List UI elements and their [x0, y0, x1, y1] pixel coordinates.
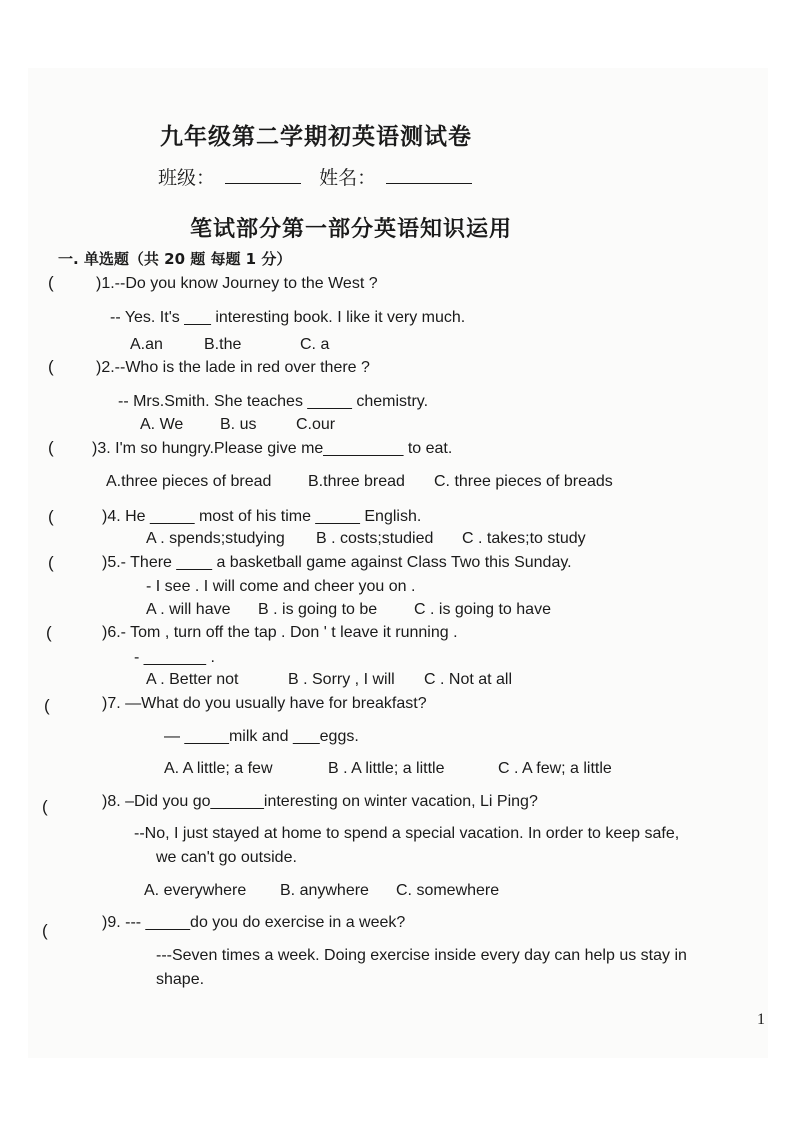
option-c: C. somewhere — [396, 882, 500, 899]
name-blank[interactable] — [386, 169, 472, 184]
answer-paren[interactable]: ( — [48, 553, 54, 572]
class-label: 班级： — [158, 167, 216, 189]
option-b: B.three bread — [308, 473, 405, 490]
option-c: C. a — [300, 336, 330, 353]
question-reply: - I see . I will come and cheer you on . — [146, 578, 416, 595]
option-a: A . Better not — [146, 671, 239, 688]
question-stem: )9. --- _____do you do exercise in a week? — [102, 914, 406, 931]
question-reply: -- Yes. It's ___ interesting book. I like it very much. — [110, 309, 466, 326]
option-b: B . Sorry , I will — [288, 671, 395, 688]
option-a: A. A little; a few — [164, 760, 273, 777]
option-a: A. We — [140, 416, 184, 433]
question-reply: — _____milk and ___eggs. — [164, 728, 359, 745]
question-stem: )1.--Do you know Journey to the West ? — [96, 275, 378, 292]
question-stem: )7. —What do you usually have for breakfast? — [102, 695, 427, 712]
question-stem: )6.- Tom , turn off the tap . Don ' t leave it running . — [102, 624, 458, 641]
class-name-row — [158, 163, 472, 190]
part-heading: 一. 单选题（共 20 题 每题 1 分） — [58, 250, 292, 268]
answer-paren[interactable]: ( — [44, 696, 50, 715]
exam-title: 九年级第二学期初英语测试卷 — [160, 123, 472, 150]
question-stem: )5.- There ____ a basketball game against Class Two this Sunday. — [102, 554, 572, 571]
option-c: C . Not at all — [424, 671, 513, 688]
option-c: C.our — [296, 416, 336, 433]
question-reply: - _______ . — [134, 649, 215, 666]
question-stem: )8. –Did you go______interesting on winter vacation, Li Ping? — [102, 793, 538, 810]
option-a: A. everywhere — [144, 882, 247, 899]
option-c: C . A few; a little — [498, 760, 612, 777]
answer-paren[interactable]: ( — [48, 357, 54, 376]
answer-paren[interactable]: ( — [48, 273, 54, 292]
option-a: A.an — [130, 336, 163, 353]
option-b: B. us — [220, 416, 257, 433]
answer-paren[interactable]: ( — [48, 507, 54, 526]
name-label: 姓名： — [319, 167, 377, 189]
option-c: C. three pieces of breads — [434, 473, 613, 490]
question-reply: --No, I just stayed at home to spend a special vacation. In order to keep safe, — [134, 825, 680, 842]
question-stem: )3. I'm so hungry.Please give me_________ to eat. — [92, 440, 453, 457]
answer-paren[interactable]: ( — [42, 921, 48, 940]
section-title: 笔试部分第一部分英语知识运用 — [190, 216, 513, 242]
option-b: B . is going to be — [258, 601, 378, 618]
question-stem: )4. He _____ most of his time _____ English. — [102, 508, 422, 525]
class-blank[interactable] — [225, 169, 301, 184]
answer-paren[interactable]: ( — [46, 623, 52, 642]
answer-paren[interactable]: ( — [42, 797, 48, 816]
option-c: C . takes;to study — [462, 530, 586, 547]
question-stem: )2.--Who is the lade in red over there ? — [96, 359, 370, 376]
question-reply: ---Seven times a week. Doing exercise inside every day can help us stay in — [156, 947, 687, 964]
question-reply-continued: shape. — [156, 971, 205, 988]
option-c: C . is going to have — [414, 601, 551, 618]
question-reply: -- Mrs.Smith. She teaches _____ chemistry. — [118, 393, 429, 410]
question-reply-continued: we can't go outside. — [156, 849, 297, 866]
option-a: A . will have — [146, 601, 231, 618]
option-b: B.the — [204, 336, 242, 353]
option-a: A.three pieces of bread — [106, 473, 272, 490]
answer-paren[interactable]: ( — [48, 438, 54, 457]
option-b: B . costs;studied — [316, 530, 434, 547]
option-a: A . spends;studying — [146, 530, 285, 547]
page-number: 1 — [757, 1011, 765, 1028]
option-b: B . A little; a little — [328, 760, 445, 777]
option-b: B. anywhere — [280, 882, 369, 899]
